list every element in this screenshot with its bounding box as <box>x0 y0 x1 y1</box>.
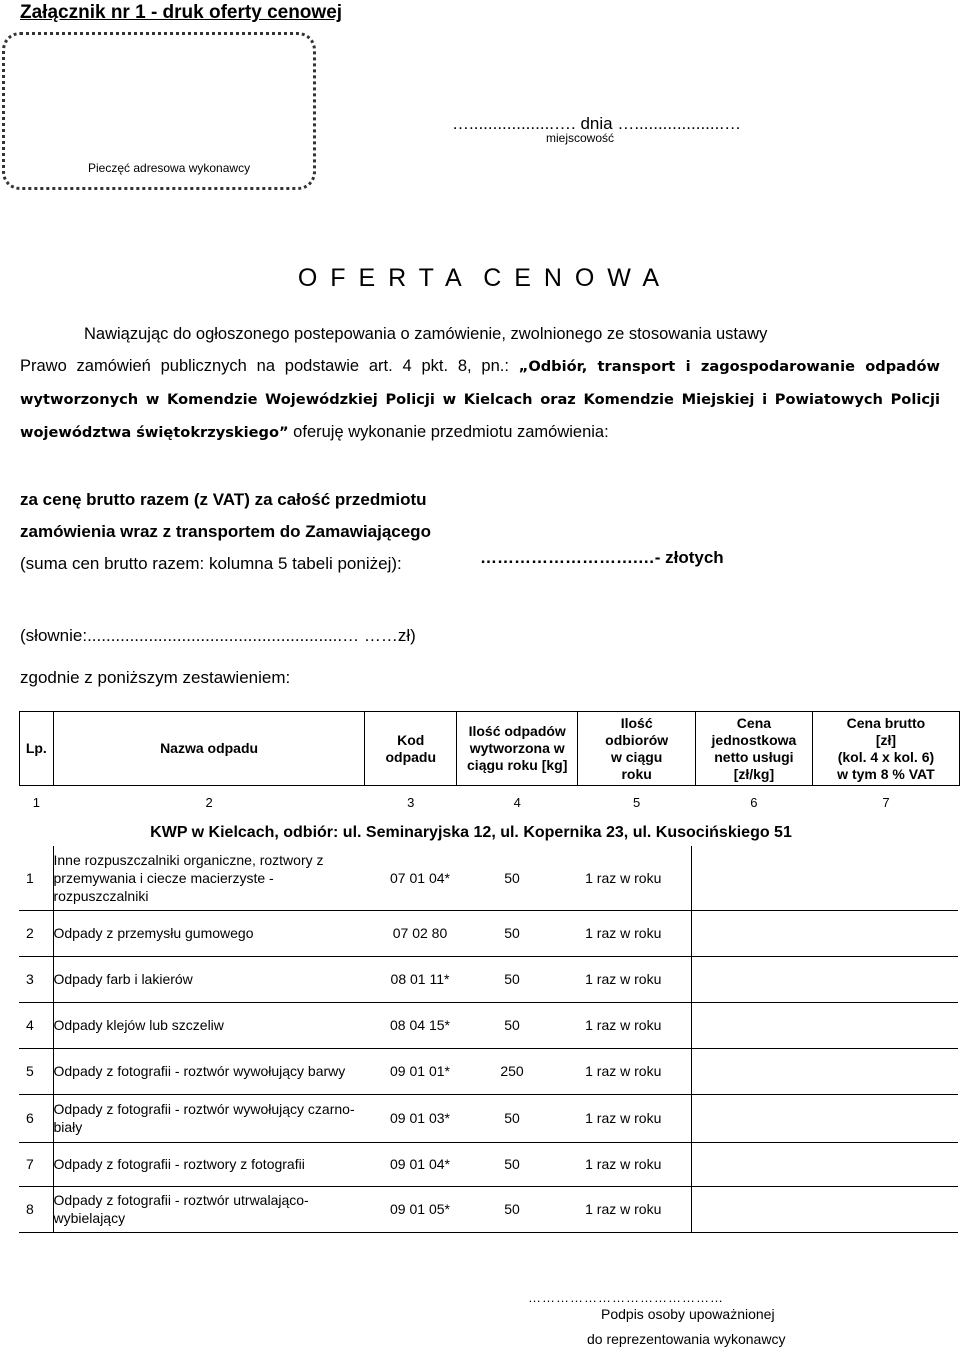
waste-quantity: 50 <box>468 1002 556 1048</box>
unit-price-cell[interactable] <box>691 910 808 956</box>
waste-code: 09 01 03* <box>372 1094 468 1142</box>
intro-paragraph <box>20 318 940 449</box>
col-header-pickups: Ilość odbiorów w ciągu roku <box>578 712 696 786</box>
waste-code: 07 02 80 <box>372 910 468 956</box>
table-row <box>19 1002 958 1049</box>
pickup-frequency: 1 raz w roku <box>556 1142 691 1186</box>
col-header-quantity: Ilość odpadów wytworzona w ciągu roku [kg] <box>457 712 578 786</box>
table-row <box>19 910 958 957</box>
pickup-frequency: 1 raz w roku <box>556 846 691 910</box>
waste-name: Odpady z fotografii - roztwór wywołujący barwy <box>53 1048 372 1094</box>
waste-quantity: 50 <box>468 956 556 1002</box>
waste-quantity: 50 <box>468 1094 556 1142</box>
gross-price-cell[interactable] <box>808 910 958 956</box>
row-lp: 3 <box>19 956 53 1002</box>
waste-name: Odpady z przemysłu gumowego <box>53 910 372 956</box>
according-to-label: zgodnie z poniższym zestawieniem: <box>20 668 291 687</box>
waste-code: 09 01 04* <box>372 1142 468 1186</box>
waste-code: 09 01 01* <box>372 1048 468 1094</box>
gross-header-1: Cena brutto <box>846 714 926 731</box>
waste-code: 08 04 15* <box>372 1002 468 1048</box>
unit-price-cell[interactable] <box>691 956 808 1002</box>
price-line-3: (suma cen brutto razem: kolumna 5 tabeli poniżej): <box>20 554 402 573</box>
waste-code: 08 01 11* <box>372 956 468 1002</box>
stamp-label: Pieczęć adresowa wykonawcy <box>88 161 251 175</box>
row-lp: 4 <box>19 1002 53 1048</box>
document-title: Załącznik nr 1 - druk oferty cenowej <box>20 2 343 23</box>
price-value-field[interactable]: ……………………….…- złotych <box>480 548 724 567</box>
intro-tail: oferuję wykonanie przedmiotu zamówienia: <box>288 423 609 441</box>
col-number: 3 <box>407 794 415 810</box>
row-lp: 2 <box>19 910 53 956</box>
unit-price-cell[interactable] <box>691 1048 808 1094</box>
gross-header-4: w tym 8 % VAT <box>837 765 935 782</box>
unit-price-cell[interactable] <box>691 846 808 910</box>
waste-name: Odpady z fotografii - roztwór wywołujący czarno-biały <box>53 1094 372 1142</box>
waste-quantity: 50 <box>468 1142 556 1186</box>
col-header-gross <box>812 712 959 786</box>
gross-price-cell[interactable] <box>808 1094 958 1142</box>
col-number: 1 <box>32 794 40 810</box>
col-number: 7 <box>882 794 890 810</box>
col-number: 5 <box>633 794 641 810</box>
pickup-frequency: 1 raz w roku <box>556 956 691 1002</box>
gross-header-2: [zł] <box>875 731 897 748</box>
waste-name: Odpady farb i lakierów <box>53 956 372 1002</box>
table-row <box>19 1142 958 1187</box>
gross-price-cell[interactable] <box>808 1002 958 1048</box>
waste-quantity: 250 <box>468 1048 556 1094</box>
waste-name: Odpady z fotografii - roztwory z fotografii <box>53 1142 372 1186</box>
gross-price-cell[interactable] <box>808 1048 958 1094</box>
gross-price-cell[interactable] <box>808 956 958 1002</box>
unit-price-cell[interactable] <box>691 1142 808 1186</box>
waste-name: Odpady z fotografii - roztwór utrwalająco-wybielający <box>53 1186 372 1232</box>
price-line-1: za cenę brutto razem (z VAT) za całość przedmiotu <box>20 490 427 509</box>
gross-header-3: (kol. 4 x kol. 6) <box>837 748 935 765</box>
signature-label-2: do reprezentowania wykonawcy <box>587 1331 786 1347</box>
table-row <box>19 956 958 1003</box>
col-number: 2 <box>205 794 213 810</box>
row-lp: 1 <box>19 846 53 910</box>
unit-price-cell[interactable] <box>691 1186 808 1232</box>
waste-code: 09 01 05* <box>372 1186 468 1232</box>
table-row <box>19 1094 958 1143</box>
waste-quantity: 50 <box>468 846 556 910</box>
row-lp: 7 <box>19 1142 53 1186</box>
section-row <box>20 818 960 848</box>
signature-line: …………………………………… <box>528 1290 724 1305</box>
waste-quantity: 50 <box>468 1186 556 1232</box>
section-title: KWP w Kielcach, odbiór: ul. Seminaryjska 12, ul. Kopernika 23, ul. Kusocińskiego 51 <box>150 824 792 841</box>
col-number: 4 <box>513 794 521 810</box>
waste-name: Inne rozpuszczalniki organiczne, roztwory z przemywania i ciecze macierzyste - rozpuszczalniki <box>53 846 372 910</box>
pickup-frequency: 1 raz w roku <box>556 910 691 956</box>
price-summary <box>20 484 431 580</box>
price-line-2: zamówienia wraz z transportem do Zamawiającego <box>20 522 431 541</box>
place-label: miejscowość <box>546 131 615 145</box>
waste-quantity: 50 <box>468 910 556 956</box>
place-date-line: …..................…. dnia …...................… <box>452 114 742 133</box>
unit-price-cell[interactable] <box>691 1002 808 1048</box>
table-row <box>19 1048 958 1095</box>
waste-code: 07 01 04* <box>372 846 468 910</box>
column-number-row <box>20 786 960 819</box>
signature-label: Podpis osoby upoważnionej <box>601 1306 775 1322</box>
intro-line-1: Nawiązując do ogłoszonego postepowania o zamówienie, zwolnionego ze stosowania ustawy <box>84 325 768 343</box>
gross-price-cell[interactable] <box>808 1142 958 1186</box>
row-lp: 5 <box>19 1048 53 1094</box>
row-lp: 6 <box>19 1094 53 1142</box>
col-header-code: Kod odpadu <box>365 712 457 786</box>
waste-table <box>19 711 960 848</box>
waste-name: Odpady klejów lub szczeliw <box>53 1002 372 1048</box>
order-subject: „Odbiór, transport i zagospodarowanie odpadów wytworzonych w Komendzie Wojewódzkiej Policji w Kielcach oraz Komendzie Miejskiej i Powiatowych Policji województwa świętokrzyskiego” <box>20 358 940 441</box>
pickup-frequency: 1 raz w roku <box>556 1094 691 1142</box>
unit-price-cell[interactable] <box>691 1094 808 1142</box>
col-header-name: Nazwa odpadu <box>53 712 365 786</box>
col-header-unit-price: Cena jednostkowa netto usługi [zł/kg] <box>695 712 812 786</box>
pickup-frequency: 1 raz w roku <box>556 1186 691 1232</box>
gross-price-cell[interactable] <box>808 846 958 910</box>
pickup-frequency: 1 raz w roku <box>556 1048 691 1094</box>
intro-line-2: Prawo zamówień publicznych na podstawie art. 4 pkt. 8, pn.: <box>20 357 509 375</box>
offer-title: O F E R T A C E N O W A <box>297 264 663 292</box>
table-row <box>19 846 958 911</box>
gross-price-cell[interactable] <box>808 1186 958 1232</box>
col-number: 6 <box>750 794 758 810</box>
col-header-lp: Lp. <box>20 712 54 786</box>
row-lp: 8 <box>19 1186 53 1232</box>
pickup-frequency: 1 raz w roku <box>556 1002 691 1048</box>
price-in-words-field[interactable]: (słownie:......................................................… ……zł) <box>20 626 416 645</box>
table-header-row <box>20 712 960 786</box>
table-row <box>19 1186 958 1233</box>
